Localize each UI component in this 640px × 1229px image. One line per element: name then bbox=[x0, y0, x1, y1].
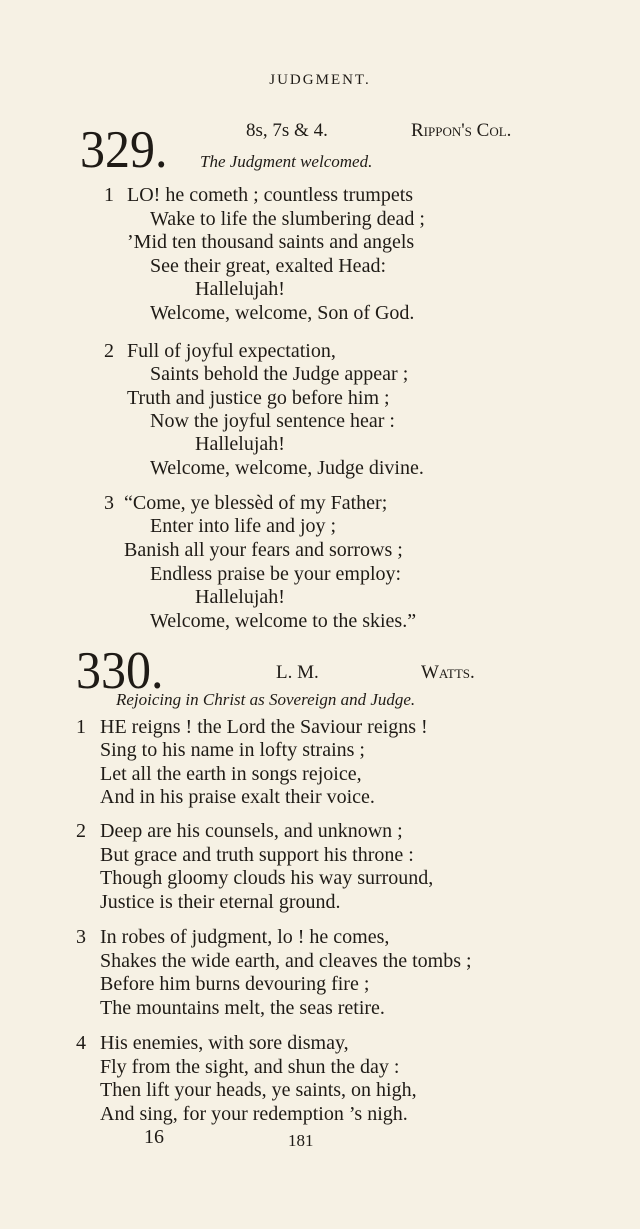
verse-line: Hallelujah! bbox=[195, 586, 285, 608]
verse-line: And in his praise exalt their voice. bbox=[100, 786, 375, 808]
verse-line: Fly from the sight, and shun the day : bbox=[100, 1056, 400, 1078]
verse-line: Justice is their eternal ground. bbox=[100, 891, 341, 913]
verse-line: Hallelujah! bbox=[195, 278, 285, 300]
verse-line: And sing, for your redemption ’s nigh. bbox=[100, 1103, 408, 1125]
hymn-meter: 8s, 7s & 4. bbox=[246, 120, 328, 141]
verse-line: See their great, exalted Head: bbox=[150, 255, 386, 277]
verse-line: Now the joyful sentence hear : bbox=[150, 410, 395, 432]
verse-line: Banish all your fears and sorrows ; bbox=[124, 539, 403, 561]
stanza-number: 1 bbox=[104, 184, 114, 206]
running-head: JUDGMENT. bbox=[269, 72, 371, 88]
stanza-number: 2 bbox=[104, 340, 114, 362]
page-number: 181 bbox=[288, 1131, 314, 1150]
verse-line: But grace and truth support his throne : bbox=[100, 844, 414, 866]
verse-line: Welcome, welcome, Judge divine. bbox=[150, 457, 424, 479]
verse-line: Endless praise be your employ: bbox=[150, 563, 402, 585]
verse-line: HE reigns ! the Lord the Saviour reigns ! bbox=[100, 716, 428, 738]
verse-line: Shakes the wide earth, and cleaves the tombs ; bbox=[100, 950, 472, 972]
verse-line: Hallelujah! bbox=[195, 433, 285, 455]
verse-line: Before him burns devouring fire ; bbox=[100, 973, 370, 995]
verse-line: His enemies, with sore dismay, bbox=[100, 1032, 349, 1054]
verse-line: Welcome, welcome to the skies.” bbox=[150, 610, 417, 632]
verse-line: In robes of judgment, lo ! he comes, bbox=[100, 926, 390, 948]
signature-mark: 16 bbox=[144, 1126, 164, 1148]
verse-line: Though gloomy clouds his way surround, bbox=[100, 867, 434, 889]
stanza-number: 4 bbox=[76, 1032, 86, 1054]
stanza-number: 3 bbox=[76, 926, 86, 948]
verse-line: Enter into life and joy ; bbox=[150, 515, 337, 537]
verse-line: Full of joyful expectation, bbox=[127, 340, 336, 362]
verse-line: Then lift your heads, ye saints, on high, bbox=[100, 1079, 417, 1101]
hymn-number: 330. bbox=[76, 640, 164, 700]
verse-line: “Come, ye blessèd of my Father; bbox=[124, 492, 388, 514]
stanza-number: 2 bbox=[76, 820, 86, 842]
hymn-title: The Judgment welcomed. bbox=[200, 152, 373, 171]
verse-line: Let all the earth in songs rejoice, bbox=[100, 763, 362, 785]
verse-line: Deep are his counsels, and unknown ; bbox=[100, 820, 403, 842]
verse-line: LO! he cometh ; countless trumpets bbox=[127, 184, 414, 206]
stanza-number: 3 bbox=[104, 492, 114, 514]
verse-line: ’Mid ten thousand saints and angels bbox=[127, 231, 415, 253]
hymn-number: 329. bbox=[80, 119, 168, 179]
verse-line: Sing to his name in lofty strains ; bbox=[100, 739, 365, 761]
verse-line: Wake to life the slumbering dead ; bbox=[150, 208, 425, 230]
hymn-title: Rejoicing in Christ as Sovereign and Judge. bbox=[116, 690, 416, 709]
hymn-source: Watts. bbox=[421, 662, 475, 683]
hymn-source: Rippon's Col. bbox=[411, 120, 512, 141]
verse-line: Saints behold the Judge appear ; bbox=[150, 363, 409, 385]
verse-line: The mountains melt, the seas retire. bbox=[100, 997, 385, 1019]
verse-line: Truth and justice go before him ; bbox=[127, 387, 390, 409]
stanza-number: 1 bbox=[76, 716, 86, 738]
verse-line: Welcome, welcome, Son of God. bbox=[150, 302, 415, 324]
hymn-meter: L. M. bbox=[276, 662, 319, 683]
